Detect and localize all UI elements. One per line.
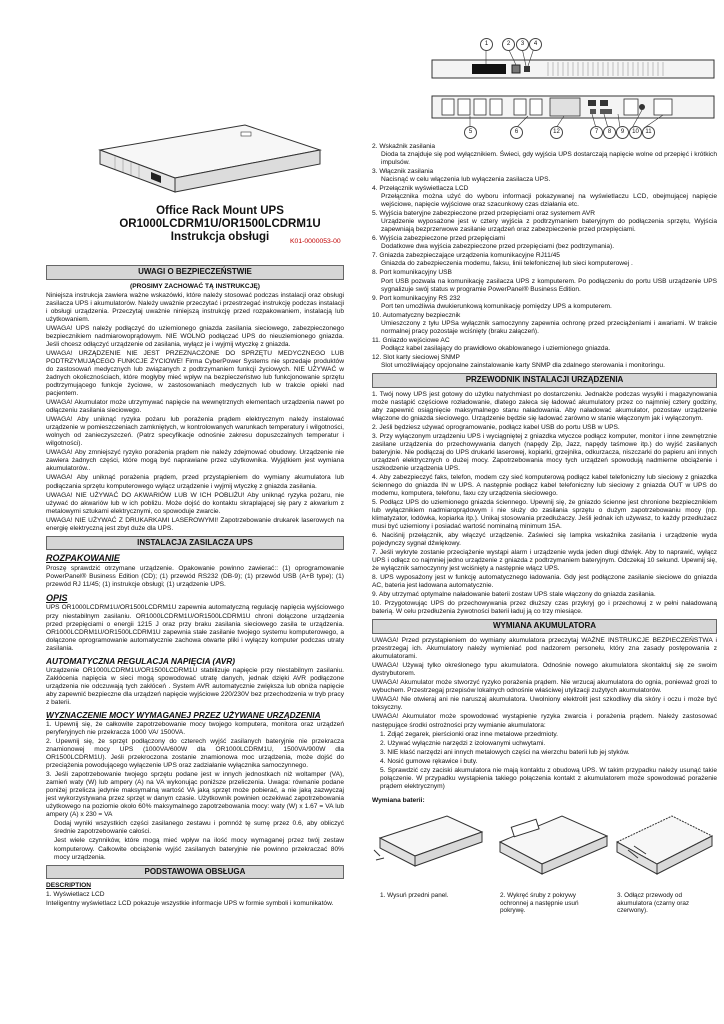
unpack-title: ROZPAKOWANIE <box>46 553 120 564</box>
left-column <box>46 262 344 909</box>
description-item-heading: 10. Automatyczny bezpiecznik <box>372 311 461 319</box>
guide-item: 9. Aby utrzymać optymalne naładowanie baterii zostaw UPS stale włączony do gniazda zasilania. <box>372 591 656 599</box>
safety-heading: UWAGI O BEZPIECZEŃSTWIE <box>46 265 344 280</box>
right-column <box>372 143 717 926</box>
safety-subheading: (PROSIMY ZACHOWAĆ TĄ INSTRUKCJĘ) <box>130 282 260 290</box>
battery-heading: WYMIANA AKUMULATORA <box>372 619 717 634</box>
guide-item: 5. Podłącz UPS do uziemionego gniazda ściennego. Upewnij się, że gniazdo ścienne jest chronione bezpiecznikiem lub wyłącznikiem nadmiaroprądowym i nie służy do zasilania sprzętu o dużym zapotrzebowaniu mocy (np. klimatyzator, lodówka, kopiarka itp.). Unikaj stosowania przedłużaczy. Jeśli jednak ich używasz, to każdy przedłużacz musi być uziemiony i posiadać wartość nominalną minimum 15A. <box>372 499 717 531</box>
safety-paragraph: UWAGA! Aby uniknąć ryzyka pożaru lub porażenia prądem elektrycznym należy instalować urządzenie w pomieszczeniach zamkniętych, w kontrolowanych warunkach temperatury i wilgotności, wolnych od zanieczyszczeń. (Patrz specyfikacje odnośnie zakresu dopuszczalnych temperatur i wilgotności). <box>46 416 344 448</box>
guide-item: 3. Przy wyłączonym urządzeniu UPS i wyciągniętej z gniazdka wtyczce podłącz komputer, monitor i inne zewnętrznie zasilane urządzenia do przechowywania danych (napędy Zip, Jazz, napędy taśmowe itp.) do wyjść zasilanych bateryjnie. Nie podłączaj do UPS drukarki laserowej, kopiarki, grzejnika, odkurzacza, niszczarki do papieru ani innych urządzeń elektrycznych o dużej mocy. Zapotrzebowania mocy tych urządzeń spowodują nadmierne obciążenie i uszkodzenie urządzenia UPS. <box>372 432 717 472</box>
requirement-item: Dodaj wyniki wszystkich części zasilanego zestawu i pomnóż tę sumę przez 0.6, aby obliczyć średnie zapotrzebowanie całości. <box>54 820 344 836</box>
battery-step: 1. Zdjąć zegarek, pierścionki oraz inne metalowe przedmioty. <box>380 730 558 738</box>
description-item-text: Port USB pozwala na komunikację zasilacza UPS z komputerem. Po podłączeniu do portu USB urządzenie UPS sygnalizuje swój status w programie PowerPanel® Business Edition. <box>381 277 717 293</box>
battery-figures <box>372 806 717 926</box>
description-item <box>372 354 717 370</box>
step-2-drawing <box>500 816 607 874</box>
description-list <box>372 143 717 370</box>
opis-title: OPIS <box>46 592 68 603</box>
description-item-text: Nacisnąć w celu włączenia lub wyłączenia zasilacza UPS. <box>381 176 551 184</box>
unpack-text: Proszę sprawdzić otrzymane urządzenie. Opakowanie powinno zawierać:: (1) oprogramowanie PowerPanel® Business Edition (CD); (1) przewód RS232 (DB-9); (1) przewód USB (A+B type); (1) przewód RJ 11/45; (1) instrukcje obsługi; (1) urządzenie UPS. <box>46 565 344 589</box>
description-item <box>372 185 717 209</box>
description-item <box>372 337 717 353</box>
ups-rear-panel-diagram <box>428 40 720 140</box>
guide-list <box>372 391 717 617</box>
opis-text: UPS OR1000LCDRM1U/OR1500LCDRM1U zapewnia automatyczną regulację napięcia wyjściowego przy niestabilnym zasilaniu. OR1000LCDRM1U/OR1500LCDRM1U chroni dołączone urządzenia przed przepięciami o energii 1215 J oraz przy braku zasilania sieciowego zasila te urządzenia. OR1000LCDRM1U/OR1500LCDRM1U zapewnia stałe zasilanie twojego systemu komputerowego, a dołączone oprogramowanie automatycznie zachowa otwarte pliki i wyłączy komputer podczas utraty zasilania. <box>46 604 344 652</box>
battery-warning: UWAGA! Przed przystąpieniem do wymiany akumulatora przeczytaj WAŻNE INSTRUKCJE BEZPIECZEŃSTWA i przestrzegaj ich. Akumulatory należy wymieniać pod nadzorem personelu, który zna zasady postępowania z akumulatorami. <box>372 637 717 661</box>
callout-1: 1 <box>480 38 493 51</box>
description-item <box>372 235 717 251</box>
callout-7: 7 <box>590 126 603 139</box>
guide-item: 6. Naciśnij przełącznik, aby włączyć urządzenie. Zaświeci się lampka wskaźnika zasilania i urządzenie wyda pojedynczy sygnał dźwiękowy. <box>372 532 717 548</box>
battery-warning: UWAGA! Używaj tylko określonego typu akumulatora. Odnośnie nowego akumulatora skontaktuj się ze swoim dystrybutorem. <box>372 662 717 678</box>
title-line-2: OR1000LCDRM1U/OR1500LCDRM1U <box>119 218 321 231</box>
description-item-heading: 7. Gniazda zabezpieczające urządzenia komunikacyjne RJ11/45 <box>372 252 560 260</box>
battery-step: 4. Nosić gumowe rękawice i buty. <box>380 757 478 765</box>
description-item-heading: 9. Port komunikacyjny RS 232 <box>372 294 461 302</box>
step-1-drawing <box>374 816 482 866</box>
document-code: K01-0000053-00 <box>290 238 341 245</box>
battery-step: 3. NIE kłaść narzędzi ani innych metalowych części na wierzchu baterii lub jej styków. <box>380 748 630 756</box>
description-item-text: Dioda ta znajduje się pod wyłącznikiem. Świeci, gdy wyjścia UPS dostarczają napięcie wolne od przepięć i krótkich impulsów. <box>381 151 717 167</box>
install-heading: INSTALACJA ZASILACZA UPS <box>46 536 344 551</box>
ups-panels-drawing <box>428 40 720 140</box>
safety-paragraph: Niniejsza instrukcja zawiera ważne wskazówki, które należy stosować podczas instalacji oraz obsługi zasilacza UPS i akumulatorów. Należy uważnie przeczytać i przestrzegać instrukcję podczas instalacji i obsługi urządzenia. Przeczytaj uważnie niniejszą instrukcję przed rozpakowaniem, instalacją lub użytkowaniem. <box>46 291 344 323</box>
description-item <box>372 252 717 268</box>
description-item-text: Przełącznika można użyć do wyboru informacji pokazywanej na wyświetlaczu LCD, obejmującej napięcie wejściowe, napięcie wyjściowe oraz szacunkowy czas działania etc. <box>381 193 717 209</box>
guide-item: 10. Przygotowując UPS do przechowywania przez dłuższy czas przykryj go i przechowuj z w pełni naładowaną baterią. W celu przedłużenia żywotności baterii ładuj ją co trzy miesiące. <box>372 600 717 616</box>
callout-2: 2 <box>502 38 515 51</box>
battery-warnings <box>372 637 717 729</box>
description-item-heading: 3. Włącznik zasilania <box>372 168 434 176</box>
battery-warning: UWAGA! Nie otwieraj ani nie naruszaj akumulatora. Uwolniony elektrolit jest szkodliwy dla skóry i oczu i może być toksyczny. <box>372 696 717 712</box>
description-item-heading: 8. Port komunikacyjny USB <box>372 269 452 277</box>
description-item <box>372 295 717 311</box>
avr-title: AUTOMATYCZNA REGULACJA NAPIĘCIA (AVR) <box>46 655 235 666</box>
guide-item: 7. Jeśli wykryte zostanie przeciążenie wystąpi alarm i urządzenie wyda jeden długi dźwięk. Aby to naprawić, wyłącz UPS i odłącz co najmniej jedno urządzenie z gniazda z podtrzymaniem bateryjnym. Odczekaj 10 sekund. Upewnij się, że wyłącznik samoczynny jest wciśnięty a następnie włącz UPS. <box>372 549 717 573</box>
battery-steps-drawing <box>372 806 717 888</box>
description-item-heading: 4. Przełącznik wyświetlacza LCD <box>372 185 469 193</box>
title-line-3: Instrukcja obsługi <box>170 231 270 244</box>
description-item <box>372 210 717 234</box>
description-item-heading: 12. Slot karty sieciowej SNMP <box>372 353 460 361</box>
battery-figure-title: Wymiana baterii: <box>372 796 425 804</box>
title-line-1: Office Rack Mount UPS <box>156 205 284 217</box>
guide-item: 8. UPS wyposażony jest w funkcję automatycznego ładowania. Gdy jest podłączone zasilanie sieciowe do gniazda AC, bateria jest ładowana automatycznie. <box>372 574 717 590</box>
battery-steps <box>372 731 717 791</box>
battery-caption-1: 1. Wysuń przedni panel. <box>380 891 449 899</box>
battery-step: 5. Sprawdzić czy zaciski akumulatora nie mają kontaktu z obudową UPS. W takim przypadku należy usunąć takie połączenie. W przypadku wystąpienia takiego połączenia kontakt z akumulatorem może spowodować porażenie prądem elektrycznym) <box>380 766 717 790</box>
description-item-text: Slot umożliwiający opcjonalne zainstalowanie karty SNMP dla zdalnego sterowania i monitoringu. <box>381 361 665 369</box>
avr-text: Urządzenie OR1000LCDRM1U/OR1500LCDRM1U stabilizuje napięcie przy niestabilnym zasilaniu. Zakłócenia napięcia w sieci mogą spowodować utratę danych, jednak dzięki AVR podłączone urządzenia nie odczuwają tych zakłóceń . System AVR automatycznie zwiększa lub obniża napięcie aby zapewnić bezpieczne dla urządzeń napięcie wyjściowe 220/230V bez przechodzenia w tryb pracy z baterii. <box>46 666 344 706</box>
requirements-title: WYZNACZENIE MOCY WYMAGANEJ PRZEZ UŻYWANE URZĄDZENIA <box>46 709 321 720</box>
description-item-text: Umieszczony z tyłu UPSa wyłącznik samoczynny zapewnia ochronę przed przeciążeniami i awariami. W trakcie normalnej pracy pozostaje wciśnięty (braku załączeń). <box>381 319 717 335</box>
guide-heading: PRZEWODNIK INSTALACJI URZĄDZENIA <box>372 373 717 388</box>
requirement-item: 1. Upewnij się, że całkowite zapotrzebowanie mocy twojego komputera, monitora oraz urządzeń peryferyjnych nie przekracza 1000 VA/ 1500VA. <box>46 721 344 737</box>
safety-paragraph: UWAGA! Aby zmniejszyć ryzyko porażenia prądem nie należy zdejmować obudowy. Urządzenie nie zawiera żadnych części, które mogą być naprawiane przez użytkownika. Wyjątkiem jest wymiana akumulatorów.. <box>46 449 344 473</box>
description-item <box>372 143 717 167</box>
battery-caption-2: 2. Wykręć śruby z pokrywy ochronnej a następnie usuń pokrywę. <box>500 891 579 915</box>
description-item-text: Gniazda do zabezpieczenia modemu, faksu, linii telefonicznej lub sieci komputerowej . <box>381 260 633 268</box>
safety-paragraph: UWAGA! UPS należy podłączyć do uziemionego gniazda zasilania sieciowego, zabezpieczonego bezpiecznikiem nadmiarowoprądowym. NIE WOLNO podłączać UPS do nieuziemionego gniazda. Jeśli chcesz odłączyć urządzenie od zasilania, wyłącz je i wyjmij wtyczkę z gniazda. <box>46 324 344 348</box>
description-item-heading: 6. Wyjścia zabezpieczone przed przepięciami <box>372 235 505 243</box>
description-item-heading: 5. Wyjścia bateryjne zabezpieczone przed przepięciami oraz systemem AVR <box>372 210 596 218</box>
requirement-item: 2. Upewnij się, że sprzęt podłączony do czterech wyjść zasilanych bateryjnie nie przekracza znamionowej mocy UPS (1000VA/600W dla OR1000LCDRM1U, 1500VA/900W dla OR1500LCDRM1U). Jeśli przekroczona zostanie znamionowa moc urządzenia, może dojść do przeciążenia powodującego wyłączenie UPS oraz zadziałanie wyłącznika samoczynnego. <box>46 738 344 770</box>
ups-product-drawing <box>95 120 325 205</box>
callout-12: 12 <box>550 126 563 139</box>
guide-item: 1. Twój nowy UPS jest gotowy do użytku natychmiast po dostarczeniu. Jednakże podczas wysyłki i magazynowania może nastąpić częściowe rozładowanie, dlatego zaleca się ładować akumulatory przez co najmniej cztery godziny, aby zapewnić osiągnięcie maksymalnego stanu naładowania. Aby naładować akumulator, pozostaw urządzenie włączone do gniazda sieciowego. Urządzenie będzie się ładować zarówno w stanie włączonym jak i wyłączonym. <box>372 390 717 422</box>
callout-11: 11 <box>642 126 655 139</box>
description-item <box>372 168 717 184</box>
lcd-item-heading: 1. Wyświetlacz LCD <box>46 891 105 899</box>
description-item-text: Podłącz kabel zasilający do prawidłowo okablowanego i uziemionego gniazda. <box>381 344 611 352</box>
callout-9: 9 <box>616 126 629 139</box>
requirement-item: 3. Jeśli zapotrzebowanie twojego sprzętu podane jest w innych jednostkach niż woltamper (VA), zamień waty (W) lub ampery (A) na VA wykonując poniższe przeliczenia. Uwaga: równanie podane poniżej przelicza jedynie maksymalną wartość VA jaką sprzęt może pobierać, a nie jaką zazwyczaj jest wykorzystywana przez sprzęt w danym czasie. Użytkownik powinien oczekiwać zapotrzebowania użytkowego na poziomie około 60% maksymalnego zapotrzebowania mocy: waty (W) x 1.67 = VA lub ampery (A) x 230 = VA <box>46 771 344 819</box>
guide-item: 2. Jeśli będziesz używać oprogramowanie, podłącz kabel USB do portu USB w UPS. <box>372 423 620 431</box>
callout-3: 3 <box>516 38 529 51</box>
callout-5: 5 <box>464 126 477 139</box>
step-3-drawing <box>617 816 712 874</box>
description-item-text: Dodatkowe dwa wyjścia zabezpieczone przed przepięciami (bez podtrzymania). <box>381 243 615 251</box>
ups-product-illustration <box>95 120 325 205</box>
description-item <box>372 269 717 293</box>
safety-paragraph: UWAGA! NIE UŻYWAĆ Z DRUKARKAMI LASEROWYMI! Zapotrzebowanie drukarek laserowych na energię elektryczną jest zbyt duże dla UPS. <box>46 516 344 532</box>
safety-paragraph: UWAGA! Aby uniknąć porażenia prądem, przed przystąpieniem do wymiany akumulatora lub podłączania sprzętu komputerowego wyłącz urządzenie i wyjmij wtyczkę z gniazda zasilania. <box>46 474 344 490</box>
battery-caption-3: 3. Odłącz przewody od akumulatora (czarny oraz czerwony). <box>617 891 690 915</box>
callout-10: 10 <box>629 126 642 139</box>
lcd-item-text: Inteligentny wyświetlacz LCD pokazuje wszystkie informacje UPS w formie symboli i komunikatów. <box>46 900 334 908</box>
description-item-heading: 2. Wskaźnik zasilania <box>372 143 436 150</box>
guide-item: 4. Aby zabezpieczyć faks, telefon, modem czy sieć komputerową podłącz kabel telefoniczny lub sieciowy z gniazdka ściennego do gniazda IN w UPS. A następnie podłącz kabel telefoniczny lub sieciowy z gniazda OUT w UPS do modemu, komputera, telefonu, faxu czy urządzenia sieciowego. <box>372 473 717 497</box>
description-title: DESCRIPTION <box>46 882 92 890</box>
safety-paragraph: UWAGA! Akumulator może utrzymywać napięcie na wewnętrznych elementach urządzenia nawet po odłączeniu zasilania sieciowego. <box>46 399 344 415</box>
callout-4: 4 <box>529 38 542 51</box>
safety-paragraph: UWAGA! NIE UŻYWAĆ DO AKWARIÓW LUB W ICH POBLIŻU! Aby uniknąć ryzyka pożaru, nie używać do akwariów lub w ich pobliżu. Może dojść do kontaktu skraplającej się pary z akwarium z metalowymi sztukami elektrycznymi, co spowoduje zwarcie. <box>46 491 344 515</box>
battery-warning: UWAGA! Akumulator może stworzyć ryzyko porażenia prądem. Nie wrzucaj akumulatora do ognia, ponieważ grozi to wybuchem. Przestrzegaj przepisów lokalnych odnośnie właściwej utylizacji zużytych akumulatorów. <box>372 679 717 695</box>
description-item-text: Port ten umożliwia dwukierunkową komunikację pomiędzy UPS a komputerem. <box>381 302 612 310</box>
description-item-text: Urządzenie wyposażone jest w cztery wyjścia z podtrzymaniem bateryjnym do podłączenia sprzętu, Wyjścia zapewniają bezprzerwowe zasilanie urządzeń oraz zabezpieczenie przed przepięciami. <box>381 218 717 234</box>
battery-warning: UWAGA! Akumulator może spowodować wystąpienie ryzyka zwarcia i porażenia prądem. Należy zastosować następujące środki ostrożności przy wymianie akumulatora: <box>372 713 717 729</box>
safety-paragraph: UWAGA! URZĄDZENIE NIE JEST PRZEZNACZONE DO SPRZĘTU MEDYCZNEGO LUB PODTRZYMUJĄCEGO FUNKCJE ŻYCIOWE! Firma CyberPower Systems nie sprzedaje produktów do zastosowań medycznych lub związanych z podtrzymaniem funkcji życiowych. NIE UŻYWAĆ w żadnych okolicznościach, które mogłyby mieć wpływ na bezpieczeństwo lub funkcjonowanie sprzętu podtrzymującego funkcje życiowe, w zastosowaniach medycznych lub w trakcie opieki nad pacjentem. <box>46 350 344 398</box>
battery-step: 2. Używać wyłącznie narzędzi z izolowanymi uchwytami. <box>380 739 546 747</box>
requirement-item: Jest wiele czynników, które mogą mieć wpływ na ilość mocy wymaganej przez twój zestaw komputerowy. Całkowite obciążenie wyjść zasilanych bateryjnie nie powinno przekraczać 80% mocy urządzenia. <box>54 837 344 861</box>
callout-8: 8 <box>603 126 616 139</box>
description-item <box>372 312 717 336</box>
basic-heading: PODSTAWOWA OBSŁUGA <box>46 865 344 880</box>
description-item-heading: 11. Gniazdo wejściowe AC <box>372 336 450 344</box>
callout-6: 6 <box>510 126 523 139</box>
